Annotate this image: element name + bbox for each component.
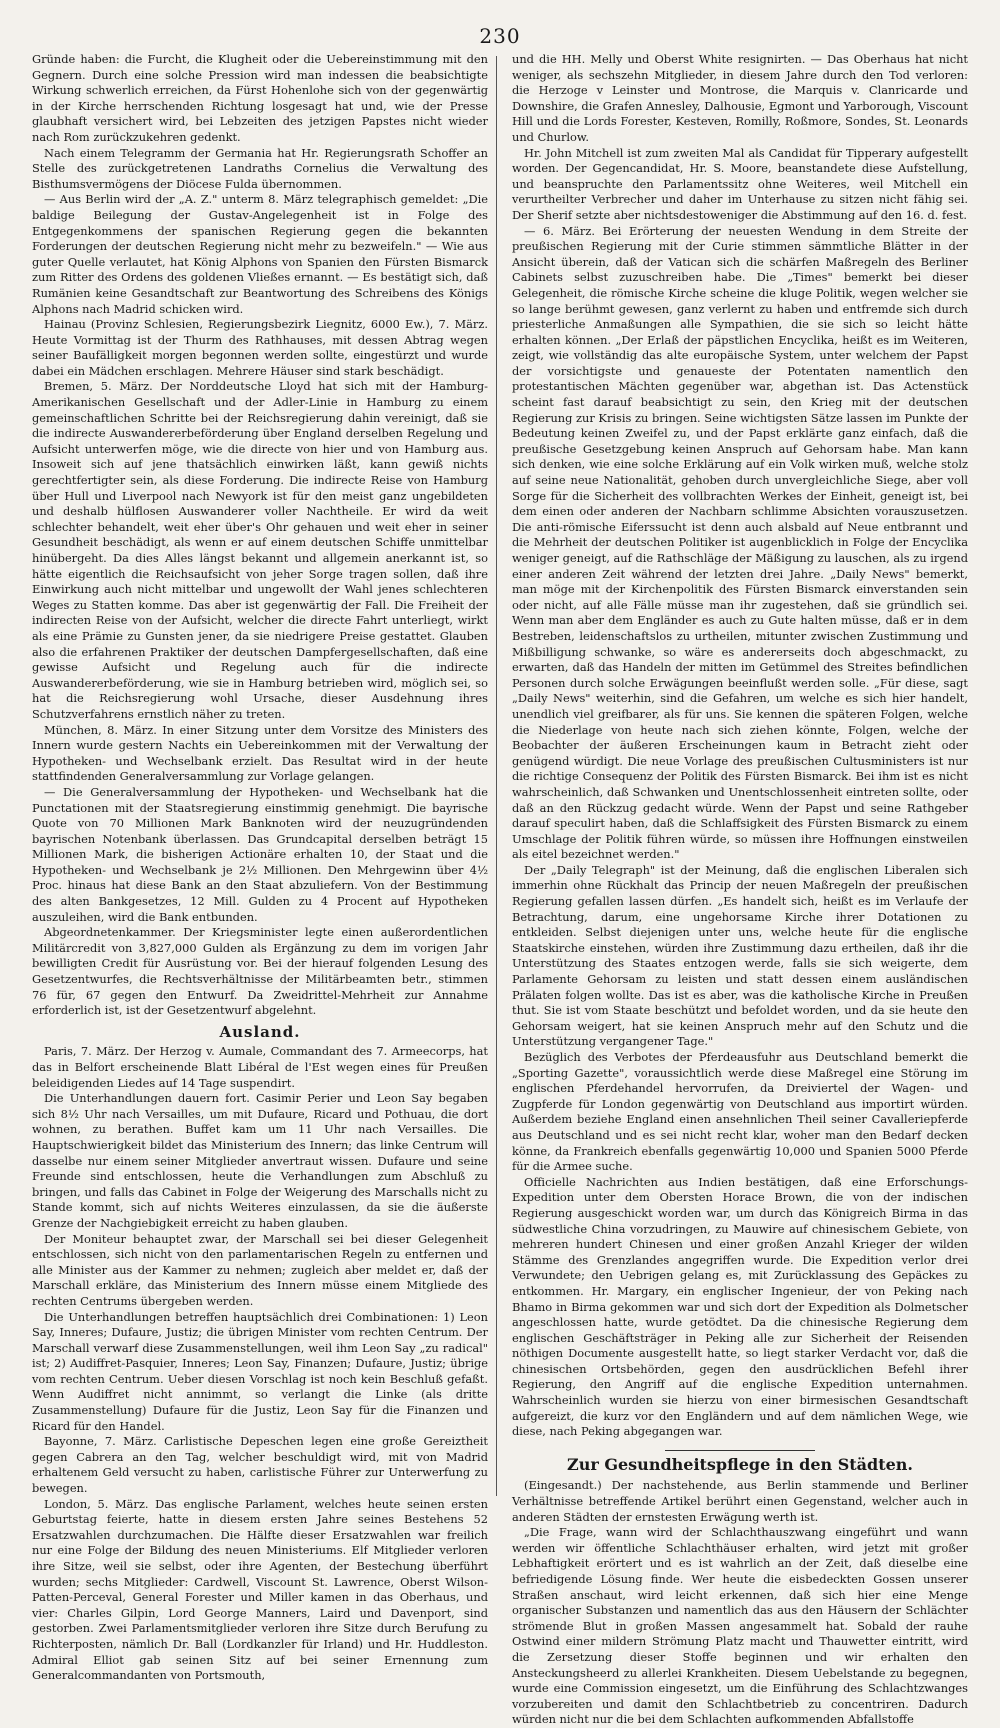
separator-rule <box>665 1450 815 1451</box>
article-paragraph: Nach einem Telegramm der Germania hat Hr. Regierungsrath Schoffer an Stelle des zurückgetretenen Landraths Cornelius die Verwaltung des Bisthumsvermögens der Diöcese Fulda übernommen. <box>32 145 488 191</box>
article-paragraph: — Die Generalversammlung der Hypotheken- und Wechselbank hat die Punctationen mit der Staatsregierung einstimmig genehmigt. Die bayrische Quote von 70 Millionen Mark Banknoten wird der neuzugründenden bayrischen Notenbank überlassen. Das Grundcapital derselben beträgt 15 Millionen Mark, die bisherigen Actionäre erhalten 10, der Staat und die Hypotheken- und Wechselbank je 2½ Millionen. Den Mehrgewinn über 4½ Proc. hinaus hat diese Bank an den Staat abzuliefern. Von der Bestimmung des alten Bankgesetzes, 12 Mill. Gulden zu 4 Procent auf Hypotheken auszuleihen, wird die Bank entbunden. <box>32 784 488 924</box>
article-paragraph: Die Unterhandlungen dauern fort. Casimir Perier und Leon Say begaben sich 8½ Uhr nach Versailles, um mit Dufaure, Ricard und Pothuau, die dort wohnen, zu berathen. Buffet kam um 11 Uhr nach Versailles. Die Hauptschwierigkeit bildet das Ministerium des Innern; das linke Centrum will dasselbe nur einem seiner Mitglieder anvertraut wissen. Dufaure und seine Freunde sind entschlossen, heute die Verhandlungen zum Abschluß zu bringen, und falls das Cabinet in Folge der Weigerung des Marschalls nicht zu Stande kommt, sich auf nichts Weiteres einzulassen, da sie die äußerste Grenze der Nachgiebigkeit erreicht zu haben glauben. <box>32 1091 488 1230</box>
article-paragraph: Bezüglich des Verbotes der Pferdeausfuhr aus Deutschland bemerkt die „Sporting Gazette", voraussichtlich werde diese Maßregel eine Störung im englischen Pferdehandel hervorrufen, da Dreiviertel der Wagen- und Zugpferde für London gegenwärtig von Deutschland aus importirt würden. Außerdem beziehe England einen ansehnlichen Theil seiner Cavalleriepferde aus Deutschland und es sei nicht recht klar, woher man den Bedarf decken könne, da Frankreich ebenfalls gegenwärtig 10,000 und Spanien 5000 Pferde für die Armee suche. <box>512 1050 968 1174</box>
article-paragraph: Hainau (Provinz Schlesien, Regierungsbezirk Liegnitz, 6000 Ew.), 7. März. Heute Vormittag ist der Thurm des Rathhauses, mit dessen Abtrag wegen seiner Baufälligkeit morgen begonnen werden sollte, eingestürzt und wurde dabei ein Mädchen erschlagen. Mehrere Häuser sind stark beschädigt. <box>32 317 488 378</box>
right-column <box>512 52 968 1728</box>
article-paragraph: Officielle Nachrichten aus Indien bestätigen, daß eine Erforschungs-Expedition unter dem Obersten Horace Brown, die von der indischen Regierung ausgeschickt worden war, um durch das Königreich Birma in das südwestliche China vorzudringen, zu Mauwire auf chinesischem Gebiete, von mehreren hundert Chinesen und einer großen Anzahl Krieger der wilden Stämme des Grenzlandes angegriffen wurde. Die Expedition verlor drei Verwundete; den Uebrigen gelang es, mit Zurücklassung des Gepäckes zu entkommen. Hr. Margary, ein englischer Ingenieur, der von Peking nach Bhamo in Birma gekommen war und sich dort der Expedition als Dolmetscher angeschlossen hatte, wurde getödtet. Da die chinesische Regierung dem englischen Geschäftsträger in Peking alle zur Sicherheit der Reisenden nöthigen Documente ausgestellt hatte, so liegt starker Verdacht vor, daß die chinesischen Ortsbehörden, gegen den ausdrücklichen Befehl ihrer Regierung, den Angriff auf die englische Expedition unternahmen. Wahrscheinlich wurden sie hierzu von einer birmesischen Gesandtschaft aufgereizt, die kurz vor den Engländern und auf dem nämlichen Wege, wie diese, nach Peking abgegangen war. <box>512 1174 968 1439</box>
article-paragraph: Der Moniteur behauptet zwar, der Marschall sei bei dieser Gelegenheit entschlossen, sich nicht von den parlamentarischen Regeln zu entfernen und alle Minister aus der Kammer zu nehmen; zugleich aber meldet er, daß der Marschall erkläre, das Ministerium des Innern müsse einem Mitgliede des rechten Centrums übergeben werden. <box>32 1231 488 1308</box>
article-paragraph: Hr. John Mitchell ist zum zweiten Mal als Candidat für Tipperary aufgestellt worden. Der Gegencandidat, Hr. S. Moore, beanstandete diese Aufstellung, und beanspruchte den Parlamentssitz ohne Weiteres, weil Mitchell ein verurtheilter Verbrecher und daher im Unterhause zu sitzen nicht fähig sei. Der Sherif setzte aber nichtsdestoweniger die Abstimmung auf den 16. d. fest. <box>512 145 968 222</box>
article-paragraph: Bremen, 5. März. Der Norddeutsche Lloyd hat sich mit der Hamburg-Amerikanischen Gesellschaft und der Adler-Linie in Hamburg zu einem gemeinschaftlichen Schritte bei der Reichsregierung dahin vereinigt, daß sie die indirecte Auswandererbeförderung über England derselben Regelung und Aufsicht unterwerfen möge, wie die directe von hier und von Hamburg aus. Insoweit sich auf jene thatsächlich einwirken läßt, kann gewiß nichts gerechtfertigter sein, als diese Forderung. Die indirecte Reise von Hamburg über Hull und Liverpool nach Newyork ist für den meist ganz ungebildeten und deshalb hülflosen Auswanderer voller Nachtheile. Er wird da weit schlechter behandelt, weit eher über's Ohr gehauen und weit eher in seiner Gesundheit beschädigt, als wenn er auf einem deutschen Schiffe unmittelbar hinübergeht. Da dies Alles längst bekannt und allgemein anerkannt ist, so hätte eigentlich die Reichsaufsicht von jeher Sorge tragen sollen, daß ihre Einwirkung auch nicht mittelbar und ungewollt der Wahl jenes schlechteren Weges zu Statten komme. Das aber ist gegenwärtig der Fall. Die Freiheit der indirecten Reise von der Aufsicht, welcher die directe Fahrt unterliegt, wirkt als eine Prämie zu Gunsten jener, da sie niedrigere Preise gestattet. Glauben also die erfahrenen Praktiker der deutschen Dampfergesellschaften, daß eine gewisse Aufsicht und Regelung auch für die indirecte Auswandererbeförderung, wie sie in Hamburg betrieben wird, möglich sei, so hat die Reichsregierung wohl Ursache, dieser Ausdehnung ihres Schutzverfahrens ernstlich näher zu treten. <box>32 379 488 721</box>
article-paragraph: und die HH. Melly und Oberst White resignirten. — Das Oberhaus hat nicht weniger, als sechszehn Mitglieder, in diesem Jahre durch den Tod verloren: die Herzoge v Leinster und Montrose, die Marquis v. Clanricarde und Downshire, die Grafen Annesley, Dalhousie, Egmont und Yarborough, Viscount Hill und die Lords Forester, Kesteven, Romilly, Roßmore, Sondes, St. Leonards und Churlow. <box>512 52 968 144</box>
article-paragraph: Gründe haben: die Furcht, die Klugheit oder die Uebereinstimmung mit den Gegnern. Durch eine solche Pression wird man indessen die beabsichtigte Wirkung schwerlich erreichen, da Fürst Hohenlohe sich von der gegenwärtig in der Kirche herrschenden Richtung losgesagt hat und, wie der Presse glaubhaft versichert wird, bei Lebzeiten des jetzigen Papstes nicht wieder nach Rom zurückzukehren gedenkt. <box>32 52 488 144</box>
page-number: 230 <box>479 24 521 48</box>
article-paragraph: (Eingesandt.) Der nachstehende, aus Berlin stammende und Berliner Verhältnisse betreffende Artikel berührt einen Gegenstand, welcher auch in anderen Städten der ernstesten Erwägung werth ist. <box>512 1478 968 1524</box>
article-paragraph: Die Unterhandlungen betreffen hauptsächlich drei Combinationen: 1) Leon Say, Inneres; Dufaure, Justiz; die übrigen Minister vom rechten Centrum. Der Marschall verwarf diese Zusammenstellungen, weil ihm Leon Say „zu radical" ist; 2) Audiffret-Pasquier, Inneres; Leon Say, Finanzen; Dufaure, Justiz; übrige vom rechten Centrum. Ueber diesen Vorschlag ist noch kein Beschluß gefaßt. Wenn Audiffret nicht annimmt, so verlangt die Linke (als dritte Zusammenstellung) Dufaure für die Justiz, Leon Say für die Finanzen und Ricard für den Handel. <box>32 1309 488 1433</box>
left-column <box>32 52 488 1684</box>
article-paragraph: — 6. März. Bei Erörterung der neuesten Wendung in dem Streite der preußischen Regierung mit der Curie stimmen sämmtliche Blätter in der Ansicht überein, daß der Vatican sich die schärfen Maßregeln des Berliner Cabinets selbst zuzuschreiben habe. Die „Times" bemerkt bei dieser Gelegenheit, die römische Kirche scheine die kluge Politik, wegen welcher sie so lange berühmt gewesen, ganz verlernt zu haben und entfremde sich durch priesterliche Anmaßungen alle Sympathien, die sie sich so leicht hätte erhalten können. „Der Erlaß der päpstlichen Encyclika, heißt es im Weiteren, zeigt, wie vollständig das alte europäische System, unter welchem der Papst der vorsichtigste und genaueste der Potentaten namentlich den protestantischen Mächten gegenüber war, abgethan ist. Das Actenstück scheint fast darauf beabsichtigt zu sein, den Krieg mit der deutschen Regierung zur Krisis zu bringen. Seine wichtigsten Sätze lassen im Punkte der Bedeutung keinen Zweifel zu, und der Papst erklärte ganz einfach, daß die preußische Gesetzgebung keinen Anspruch auf Gehorsam habe. Man kann sich denken, wie eine solche Erklärung auf ein Volk wirken muß, welche stolz auf seine neue Nationalität, gehoben durch unvergleichliche Siege, aber voll Sorge für die Sicherheit des vollbrachten Werkes der Einheit, geneigt ist, bei dem einen oder anderen der Nachbarn schlimme Absichten vorauszusetzen. Die anti-römische Eiferssucht ist denn auch alsbald auf Neue entbrannt und die Mehrheit der deutschen Politiker ist augenblicklich in Folge der Encyclika weniger geneigt, auf die Rathschläge der Mäßigung zu lauschen, als zu irgend einer anderen Zeit während der letzten drei Jahre. „Daily News" bemerkt, man möge mit der Kirchenpolitik des Fürsten Bismarck einverstanden sein oder nicht, auf alle Fälle müsse man ihr zugestehen, daß sie gründlich sei. Wenn man aber dem Engländer es auch zu Gute halten müsse, daß er in dem Bestreben, leidenschaftslos zu urtheilen, mitunter zwischen Zustimmung und Mißbilligung schwanke, so wäre es andererseits doch abgeschmackt, zu erwarten, daß das Handeln der mitten im Getümmel des Streites befindlichen Personen durch solche Erwägungen beeinflußt werden solle. „Für diese, sagt „Daily News" weiterhin, sind die Gefahren, um welche es sich hier handelt, unendlich viel greifbarer, als für uns. Sie kennen die späteren Folgen, welche die Niederlage von heute nach sich ziehen könnte, Folgen, welche der Beobachter der äußeren Erscheinungen kaum in Betracht zieht oder genügend würdigt. Die neue Vorlage des preußischen Cultusministers ist nur die richtige Consequenz der Politik des Fürsten Bismarck. Bei ihm ist es nicht wahrscheinlich, daß Schwanken und Unentschlossenheit eintreten sollte, oder daß an den Rückzug gedacht würde. Wenn der Papst und seine Rathgeber darauf speculirt haben, daß die Schlaffsigkeit des Fürsten Bismarck zu einem Umschlage der Politik führen würde, so müssen ihre Hoffnungen einstweilen als eitel bezeichnet werden." <box>512 223 968 862</box>
article-paragraph: München, 8. März. In einer Sitzung unter dem Vorsitze des Ministers des Innern wurde gestern Nachts ein Uebereinkommen mit der Verwaltung der Hypotheken- und Wechselbank erzielt. Das Resultat wird in der heute stattfindenden Generalversammlung zur Vorlage gelangen. <box>32 722 488 784</box>
column-divider <box>496 56 497 1496</box>
article-heading: Zur Gesundheitspflege in den Städten. <box>567 1454 913 1474</box>
article-paragraph: London, 5. März. Das englische Parlament, welches heute seinen ersten Geburtstag feierte, hatte in diesem ersten Jahre seines Bestehens 52 Ersatzwahlen durchzumachen. Die Hälfte dieser Ersatzwahlen war freilich nur eine Folge der Bildung des neuen Ministeriums. Elf Mitglieder verloren ihre Sitze, weil sie selbst, oder ihre Agenten, der Bestechung überführt wurden; sechs Mitglieder: Cardwell, Viscount St. Lawrence, Oberst Wilson-Patten-Perceval, General Forester und Miller kamen in das Oberhaus, und vier: Charles Gilpin, Lord George Manners, Laird und Davenport, sind gestorben. Zwei Parlamentsmitglieder verloren ihre Sitze durch Berufung zu Richterposten, nämlich Dr. Ball (Lordkanzler für Irland) und Hr. Huddleston. Admiral Elliot gab seinen Sitz auf bei seiner Ernennung zum Generalcommandanten von Portsmouth, <box>32 1496 488 1683</box>
article-paragraph: „Die Frage, wann wird der Schlachthauszwang eingeführt und wann werden wir öffentliche Schlachthäuser erhalten, wird jetzt mit großer Lebhaftigkeit erörtert und es ist wahrlich an der Zeit, daß dieselbe eine befriedigende Lösung finde. Wer heute die eisbedeckten Gossen unserer Straßen anschaut, wird leicht erkennen, daß sich hier eine Menge organischer Substanzen und namentlich das aus den Häusern der Schlächter strömende Blut in großen Massen angesammelt hat. Sobald der rauhe Ostwind einer mildern Strömung Platz macht und Thauwetter eintritt, wird die Zersetzung dieser Stoffe beginnen und wir erhalten den Ansteckungsheerd zu allerlei Krankheiten. Diesem Uebelstande zu begegnen, wurde eine Commission eingesetzt, um die Einführung des Schlachtzwanges vorzubereiten und damit den Schlachtbetrieb zu concentriren. Dadurch würden nicht nur die bei dem Schlachten aufkommenden Abfallstoffe <box>512 1525 968 1727</box>
article-paragraph: Abgeordnetenkammer. Der Kriegsminister legte einen außerordentlichen Militärcredit von 3,827,000 Gulden als Ergänzung zu dem im vorigen Jahr bewilligten Credit für Ausrüstung vor. Bei der hierauf folgenden Lesung des Gesetzentwurfes, die Rechtsverhältnisse der Militärbeamten betr., stimmen 76 für, 67 gegen den Entwurf. Da Zweidrittel-Mehrheit zur Annahme erforderlich ist, ist der Gesetzentwurf abgelehnt. <box>32 925 488 1018</box>
article-paragraph: Der „Daily Telegraph" ist der Meinung, daß die englischen Liberalen sich immerhin ohne Rückhalt das Princip der neuen Maßregeln der preußischen Regierung gefallen lassen dürfen. „Es handelt sich, heißt es im Verlaufe der Betrachtung, darum, eine ungehorsame Kirche ihrer Dotationen zu entkleiden. Selbst diejenigen unter uns, welche heute für die englische Staatskirche einstehen, würden ihre Zustimmung dazu ertheilen, daß ihr die Unterstützung des Staates entzogen werde, falls sie sich weigerte, dem Parlamente Gehorsam zu leisten und statt dessen einem ausländischen Prälaten folgen wollte. Das ist es aber, was die katholische Kirche in Preußen thut. Sie ist vom Staate beschützt und befoldet worden, und da sie heute den Gehorsam weigert, hat sie keinen Anspruch mehr auf den Schutz und die Unterstützung vergangener Tage." <box>512 862 968 1049</box>
article-paragraph: Bayonne, 7. März. Carlistische Depeschen legen eine große Gereiztheit gegen Cabrera an den Tag, welcher beschuldigt wird, mit von Madrid erhaltenem Geld versucht zu haben, carlistische Führer zur Unterwerfung zu bewegen. <box>32 1434 488 1496</box>
section-title: Ausland. <box>219 1022 301 1041</box>
article-paragraph: — Aus Berlin wird der „A. Z." unterm 8. März telegraphisch gemeldet: „Die baldige Beilegung der Gustav-Angelegenheit ist in Folge des Entgegenkommens der spanischen Regierung gegen die bekannten Forderungen der deutschen Regierung nicht mehr zu bezweifeln." — Wie aus guter Quelle verlautet, hat König Alphons von Spanien den Fürsten Bismarck zum Ritter des Ordens des goldenen Vließes ernannt. — Es bestätigt sich, daß Rumänien keine Gesandtschaft zur Beantwortung des Schreibens des Königs Alphons nach Madrid schicken wird. <box>32 192 488 316</box>
article-paragraph: Paris, 7. März. Der Herzog v. Aumale, Commandant des 7. Armeecorps, hat das in Belfort erscheinende Blatt Libéral de l'Est wegen eines für Preußen beleidigenden Liedes auf 14 Tage suspendirt. <box>32 1044 488 1090</box>
